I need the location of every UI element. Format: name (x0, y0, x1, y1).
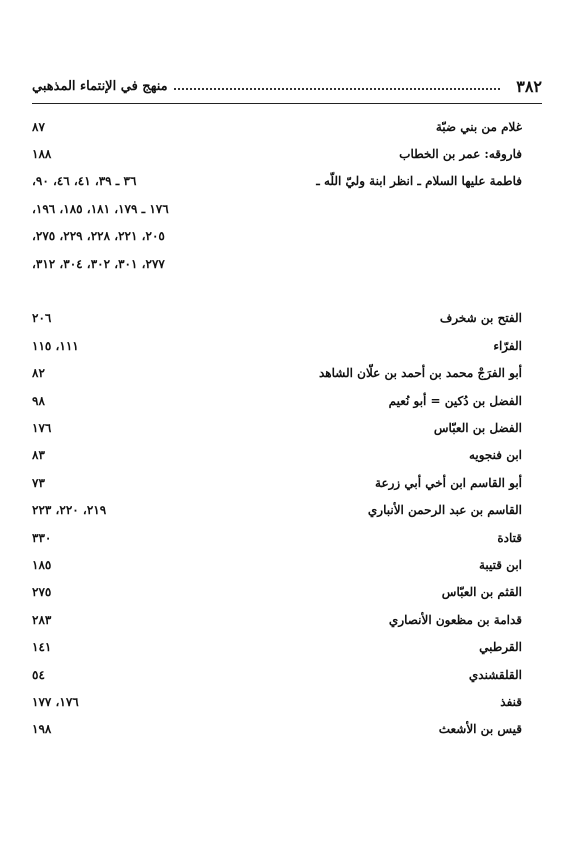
page-header (32, 72, 542, 100)
entry-name: الفرّاء (493, 338, 522, 353)
index-entry (32, 414, 522, 441)
entry-pages: ٢٧٥ (32, 585, 52, 600)
entry-pages: ١١١، ١١٥ (32, 338, 79, 353)
entry-pages: ٨٢ (32, 366, 45, 381)
running-title: منهج في الإنتماء المذهبي (32, 78, 168, 94)
header-rule (32, 103, 542, 104)
index-entry (32, 387, 522, 414)
entry-name: أبو القاسم ابن أخي أبي زرعة (375, 475, 522, 490)
entry-name: الفضل بن العبّاس (433, 420, 522, 435)
entry-pages: ٩٨ (32, 393, 45, 408)
entry-pages: ٧٣ (32, 475, 45, 490)
entry-name: أبو الفرَجْ محمد بن أحمد بن علّان الشاهد (318, 366, 522, 381)
entry-pages: ١٧٦ ـ ١٧٩، ١٨١، ١٨٥، ١٩٦، (32, 201, 169, 216)
entry-name: فاطمة عليها السلام ـ انظر ابنة وليّ اللّه ـ (316, 174, 522, 189)
index-entries (32, 113, 522, 743)
entry-pages: ٨٧ (32, 119, 45, 134)
index-entry (32, 250, 522, 277)
entry-name: القرطبي (479, 640, 522, 655)
index-entry (32, 688, 522, 715)
entry-name: قدامة بن مظعون الأنصاري (388, 612, 522, 627)
entry-name: غلام من بني ضبّة (435, 119, 522, 134)
entry-name: ابن قتيبة (478, 557, 522, 572)
entry-name: ابن فنجويه (468, 448, 522, 463)
entry-name: قيس بن الأشعث (438, 722, 522, 737)
index-entry (32, 332, 522, 359)
index-entry (32, 606, 522, 633)
index-entry (32, 551, 522, 578)
index-entry (32, 305, 522, 332)
entry-pages: ١٤١ (32, 640, 52, 655)
page-number: ٣٨٢ (516, 76, 542, 96)
entry-pages: ١٨٥ (32, 557, 52, 572)
index-entry (32, 442, 522, 469)
entry-name: القثم بن العبّاس (441, 585, 522, 600)
index-entry (32, 195, 522, 222)
index-entry (32, 168, 522, 195)
entry-name: القاسم بن عبد الرحمن الأنباري (367, 503, 522, 518)
index-entry (32, 469, 522, 496)
entry-pages: ٥٤ (32, 667, 45, 682)
entry-pages: ٢٠٥، ٢٢١، ٢٢٨، ٢٢٩، ٢٧٥، (32, 229, 165, 244)
index-entry (32, 496, 522, 523)
index-entry (32, 633, 522, 660)
entry-pages: ١٩٨ (32, 722, 52, 737)
entry-pages: ٣٣٠ (32, 530, 52, 545)
entry-pages: ٢٧٧، ٣٠١، ٣٠٢، ٣٠٤، ٣١٢، (32, 256, 165, 271)
entry-pages: ٨٣ (32, 448, 45, 463)
entry-name: القلقشندي (468, 667, 522, 682)
index-entry (32, 113, 522, 140)
index-entry (32, 360, 522, 387)
index-entry (32, 716, 522, 743)
entry-name: قنفذ (500, 694, 522, 709)
entry-pages: ١٨٨ (32, 147, 52, 162)
entry-name: فاروقه: عمر بن الخطاب (399, 147, 522, 162)
entry-pages: ١٧٦، ١٧٧ (32, 694, 79, 709)
entry-pages: ٢١٩، ٢٢٠، ٢٢٣ (32, 503, 107, 518)
entry-pages: ١٧٦ (32, 420, 52, 435)
leader-dots (174, 88, 501, 90)
index-entry (32, 140, 522, 167)
entry-pages: ٢٠٦ (32, 311, 52, 326)
entry-name: قتادة (497, 530, 522, 545)
entry-pages: ٢٨٣ (32, 612, 52, 627)
entry-name: الفضل بن دُكين = أبو نُعيم (388, 393, 522, 408)
entry-name: الفتح بن شخرف (439, 311, 522, 326)
index-entry (32, 277, 522, 304)
index-entry (32, 223, 522, 250)
entry-pages: ٣٦ ـ ٣٩، ٤١، ٤٦، ٩٠، (32, 174, 137, 189)
index-entry (32, 524, 522, 551)
index-entry (32, 661, 522, 688)
index-entry (32, 579, 522, 606)
